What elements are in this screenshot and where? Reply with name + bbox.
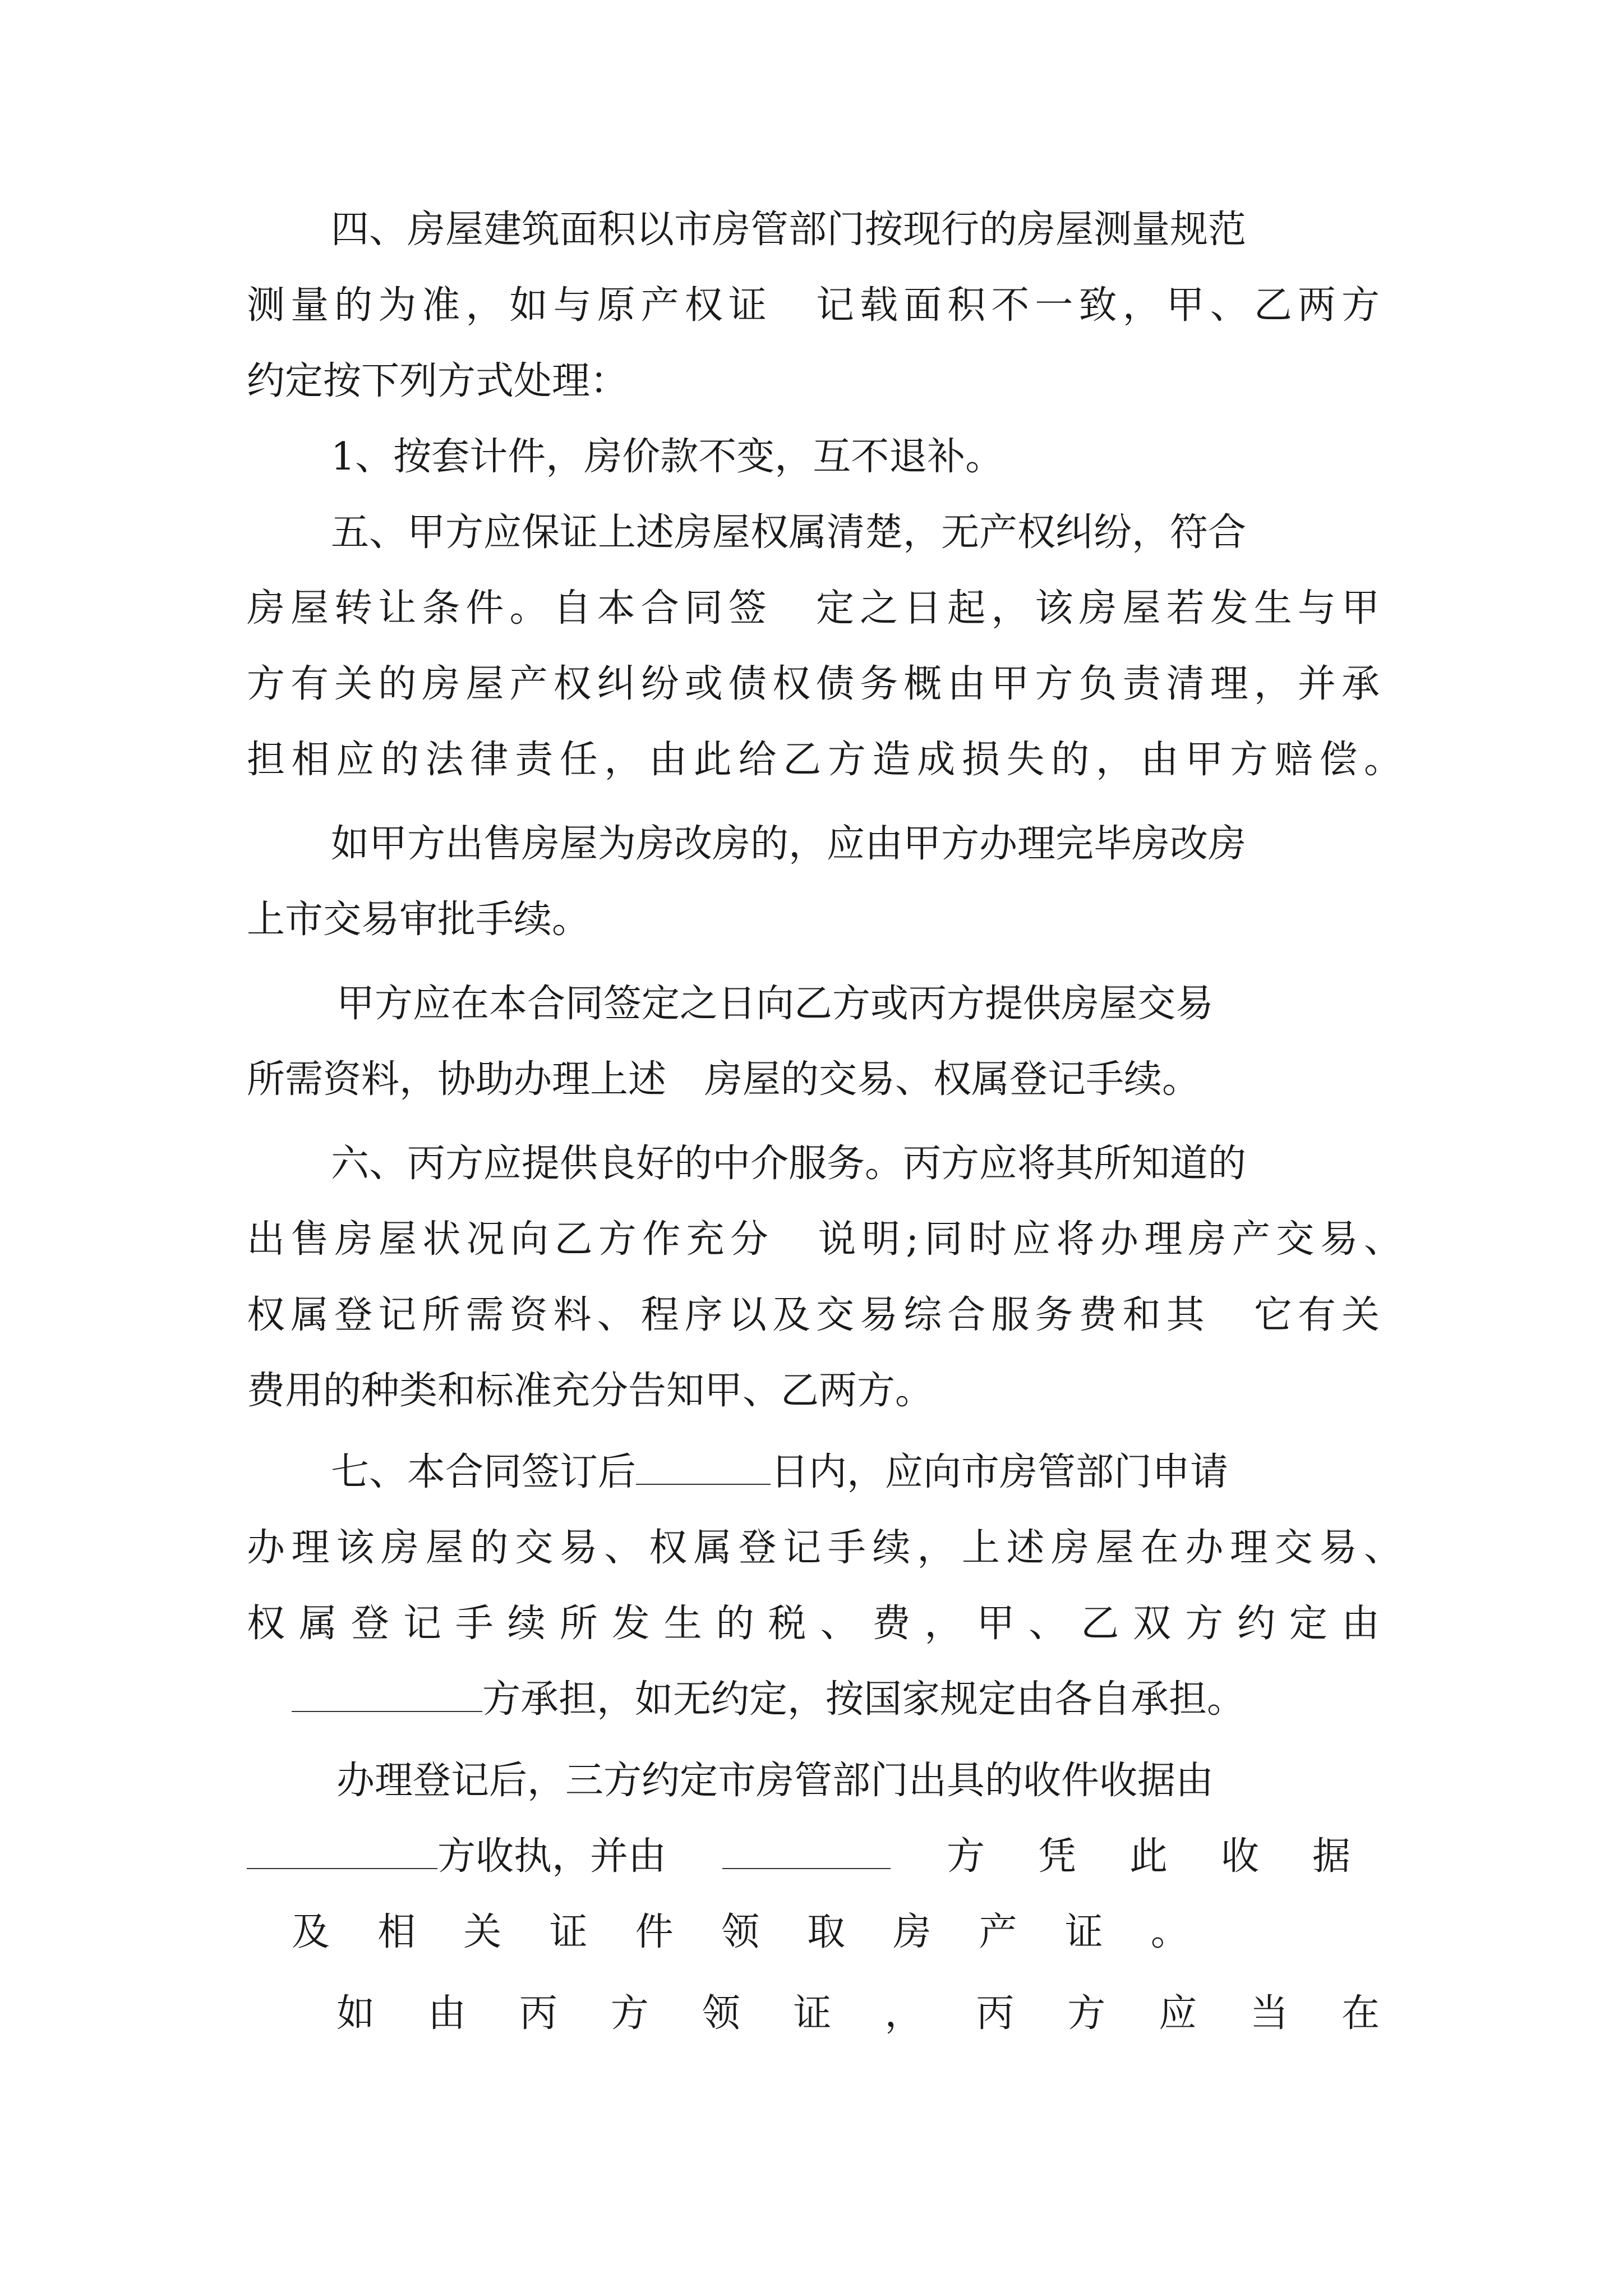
spaced-text-char: 由 bbox=[427, 1991, 466, 2036]
spaced-text-char: 在 bbox=[1341, 1991, 1380, 2036]
spaced-text-char: 方 bbox=[610, 1991, 649, 2036]
paragraph-materials-line-2: 所需资料，协助办理上述 房屋的交易、权属登记手续。 bbox=[247, 1057, 1201, 1102]
paragraph-6-line-2: 出售房屋状况向乙方作充分 说明;同时应将办理房产交易、 bbox=[247, 1217, 1402, 1262]
paragraph-7-text-before-blank: 七、本合同签订后 bbox=[331, 1450, 637, 1494]
paragraph-6-line-4: 费用的种类和标准充分告知甲、乙两方。 bbox=[247, 1369, 934, 1413]
paragraph-4-line-1: 四、房屋建筑面积以市房管部门按现行的房屋测量规范 bbox=[331, 208, 1247, 252]
spaced-text-char: 此 bbox=[1129, 1834, 1168, 1879]
spaced-text-char: 如 bbox=[336, 1991, 375, 2036]
spaced-text-char: 相 bbox=[377, 1910, 416, 1954]
spaced-text-char: 产 bbox=[979, 1910, 1017, 1954]
receipt-holder-text: 方收执，并由 bbox=[437, 1834, 667, 1879]
spaced-text-char: 。 bbox=[1150, 1910, 1189, 1954]
days-blank bbox=[636, 1449, 771, 1485]
paragraph-4-line-3: 约定按下列方式处理： bbox=[247, 359, 629, 403]
paragraph-fanggai-line-1: 如甲方出售房屋为房改房的，应由甲方办理完毕房改房 bbox=[331, 822, 1247, 866]
paragraph-7-line-3: 权属登记手续所发生的税、费，甲、乙双方约定由 bbox=[247, 1602, 1380, 1646]
spaced-text-char: 丙 bbox=[519, 1991, 557, 2036]
paragraph-receipt-line-3 bbox=[292, 1907, 1189, 1958]
paragraph-5-line-2: 房屋转让条件。自本合同签 定之日起，该房屋若发生与甲 bbox=[247, 586, 1380, 631]
spaced-text-char: 应 bbox=[1159, 1991, 1197, 2036]
spaced-text-char: 领 bbox=[721, 1910, 759, 1954]
paragraph-7-line-2: 办理该房屋的交易、权属登记手续，上述房屋在办理交易、 bbox=[247, 1526, 1402, 1570]
tax-party-blank bbox=[292, 1676, 482, 1712]
spaced-text-char: 据 bbox=[1312, 1834, 1350, 1879]
spaced-text-char: ， bbox=[884, 1991, 923, 2036]
paragraph-5-line-1: 五、甲方应保证上述房屋权属清楚，无产权纠纷，符合 bbox=[331, 510, 1247, 555]
paragraph-4-line-2: 测量的为准，如与原产权证 记载面积不一致，甲、乙两方 bbox=[247, 283, 1380, 328]
spaced-text-char: 及 bbox=[292, 1910, 330, 1954]
spaced-text-char: 丙 bbox=[976, 1991, 1015, 2036]
paragraph-6-line-1: 六、丙方应提供良好的中介服务。丙方应将其所知道的 bbox=[331, 1142, 1247, 1186]
spaced-text-line-2 bbox=[947, 1832, 1350, 1882]
paragraph-7-line-1 bbox=[331, 1447, 1380, 1498]
spaced-text-char: 关 bbox=[463, 1910, 502, 1954]
paragraph-last-line-1 bbox=[336, 1989, 1380, 2039]
spaced-text-char: 凭 bbox=[1038, 1834, 1077, 1879]
spaced-text-char: 证 bbox=[549, 1910, 588, 1954]
spaced-text-char: 领 bbox=[702, 1991, 740, 2036]
paragraph-receipt-line-2 bbox=[247, 1832, 1380, 1882]
paragraph-receipt-line-1: 办理登记后，三方约定市房管部门出具的收件收据由 bbox=[336, 1759, 1214, 1803]
spaced-text-char: 收 bbox=[1220, 1834, 1259, 1879]
spaced-text-char: 方 bbox=[1067, 1991, 1106, 2036]
paragraph-7-line-4-text: 方承担，如无约定，按国家规定由各自承担。 bbox=[482, 1677, 1246, 1722]
paragraph-fanggai-line-2: 上市交易审批手续。 bbox=[247, 898, 591, 942]
paragraph-7-text-after-blank: 日内，应向市房管部门申请 bbox=[771, 1450, 1229, 1494]
certificate-party-blank bbox=[722, 1833, 891, 1869]
item-1-line: 1、按套计件，房价款不变，互不退补。 bbox=[331, 435, 1004, 479]
spaced-text-char: 房 bbox=[893, 1910, 932, 1954]
spaced-text-char: 方 bbox=[947, 1834, 985, 1879]
paragraph-6-line-3: 权属登记所需资料、程序以及交易综合服务费和其 它有关 bbox=[247, 1293, 1380, 1337]
spaced-text-char: 证 bbox=[793, 1991, 832, 2036]
receipt-holder-blank bbox=[247, 1833, 437, 1869]
paragraph-7-line-4 bbox=[292, 1674, 1380, 1725]
spaced-text-char: 当 bbox=[1250, 1991, 1289, 2036]
spaced-text-char: 件 bbox=[635, 1910, 674, 1954]
spaced-text-char: 证 bbox=[1064, 1910, 1103, 1954]
spaced-text-char: 取 bbox=[807, 1910, 846, 1954]
paragraph-5-line-3: 方有关的房屋产权纠纷或债权债务概由甲方负责清理，并承 bbox=[247, 662, 1380, 706]
paragraph-5-line-4: 担相应的法律责任，由此给乙方造成损失的，由甲方赔偿。 bbox=[247, 738, 1402, 782]
paragraph-materials-line-1: 甲方应在本合同签定之日向乙方或丙方提供房屋交易 bbox=[336, 982, 1214, 1026]
